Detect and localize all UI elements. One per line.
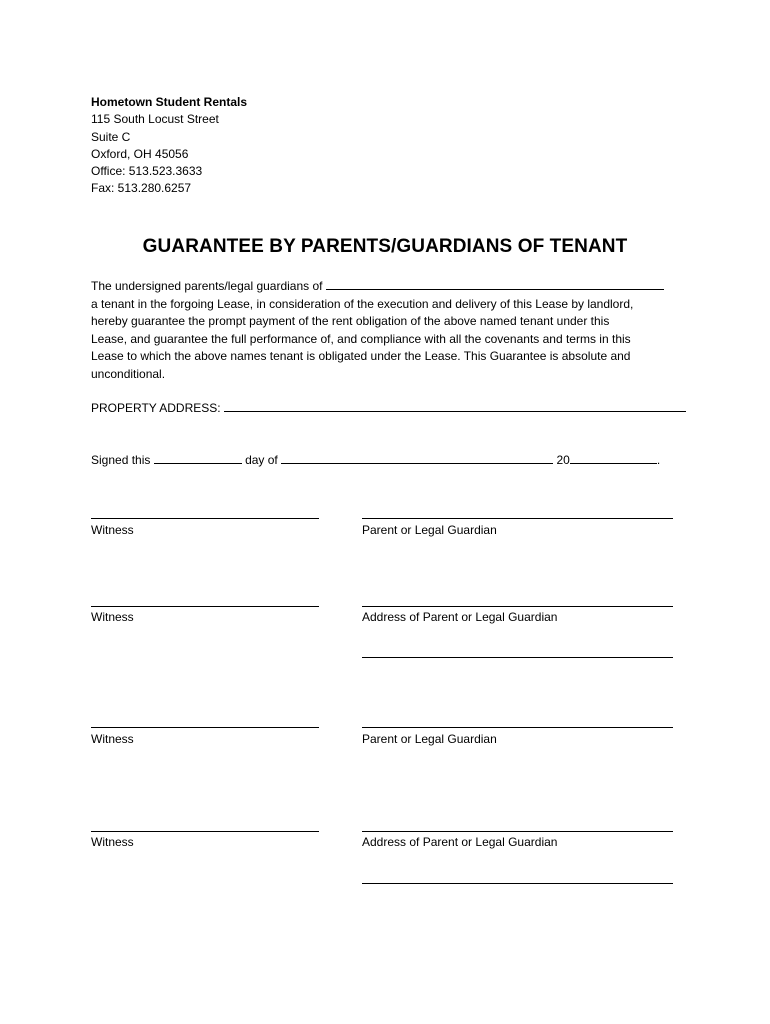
office-phone: Office: 513.523.3633: [91, 164, 203, 179]
document-title: GUARANTEE BY PARENTS/GUARDIANS OF TENANT: [142, 236, 628, 257]
paragraph-line-3: hereby guarantee the prompt payment of the rent obligation of the above named tenant under this: [91, 314, 610, 329]
paragraph-line-2: a tenant in the forgoing Lease, in consideration of the execution and delivery of this Lease by landlord,: [91, 296, 634, 311]
guardian-address-label-1: Address of Parent or Legal Guardian: [362, 610, 558, 624]
property-address-row: [91, 400, 686, 415]
witness-label-3: Witness: [91, 732, 134, 746]
guardian-address-line-1a[interactable]: [362, 606, 673, 607]
signed-month-field[interactable]: [281, 452, 553, 464]
witness-signature-line-1[interactable]: [91, 518, 319, 519]
city-state-zip: Oxford, OH 45056: [91, 146, 189, 161]
property-address-label: PROPERTY ADDRESS:: [91, 401, 221, 415]
witness-signature-line-2[interactable]: [91, 606, 319, 607]
signed-period: .: [656, 453, 661, 467]
street-address: 115 South Locust Street: [91, 112, 219, 127]
guardian-address-line-1b[interactable]: [362, 657, 673, 658]
year-prefix-label: 20: [556, 453, 570, 467]
company-name: Hometown Student Rentals: [91, 95, 248, 109]
guardian-address-line-2a[interactable]: [362, 831, 673, 832]
witness-label-4: Witness: [91, 835, 134, 849]
letterhead: [91, 94, 247, 198]
paragraph-line-6: unconditional.: [91, 366, 166, 381]
signed-day-field[interactable]: [154, 452, 242, 464]
guardian-address-line-2b[interactable]: [362, 883, 673, 884]
guarantee-paragraph: [91, 278, 681, 384]
guardian-name-field[interactable]: [326, 278, 664, 290]
day-of-label: day of: [245, 453, 278, 467]
guardian-address-label-2: Address of Parent or Legal Guardian: [362, 835, 558, 849]
witness-label-1: Witness: [91, 523, 134, 537]
paragraph-line-1: The undersigned parents/legal guardians of: [91, 279, 323, 293]
paragraph-line-5: Lease to which the above names tenant is obligated under the Lease. This Guarantee is absolute and: [91, 349, 631, 364]
fax-number: Fax: 513.280.6257: [91, 181, 192, 196]
guardian-label-2: Parent or Legal Guardian: [362, 732, 497, 746]
property-address-field[interactable]: [224, 400, 686, 412]
witness-label-2: Witness: [91, 610, 134, 624]
guardian-signature-line-2[interactable]: [362, 727, 673, 728]
witness-signature-line-4[interactable]: [91, 831, 319, 832]
guardian-signature-line-1[interactable]: [362, 518, 673, 519]
signed-this-label: Signed this: [91, 453, 151, 467]
witness-signature-line-3[interactable]: [91, 727, 319, 728]
signed-year-field[interactable]: [570, 452, 657, 464]
guardian-label-1: Parent or Legal Guardian: [362, 523, 497, 537]
paragraph-line-4: Lease, and guarantee the full performance of, and compliance with all the covenants and terms in this: [91, 331, 631, 346]
suite: Suite C: [91, 129, 131, 144]
signed-date-row: [91, 452, 660, 467]
